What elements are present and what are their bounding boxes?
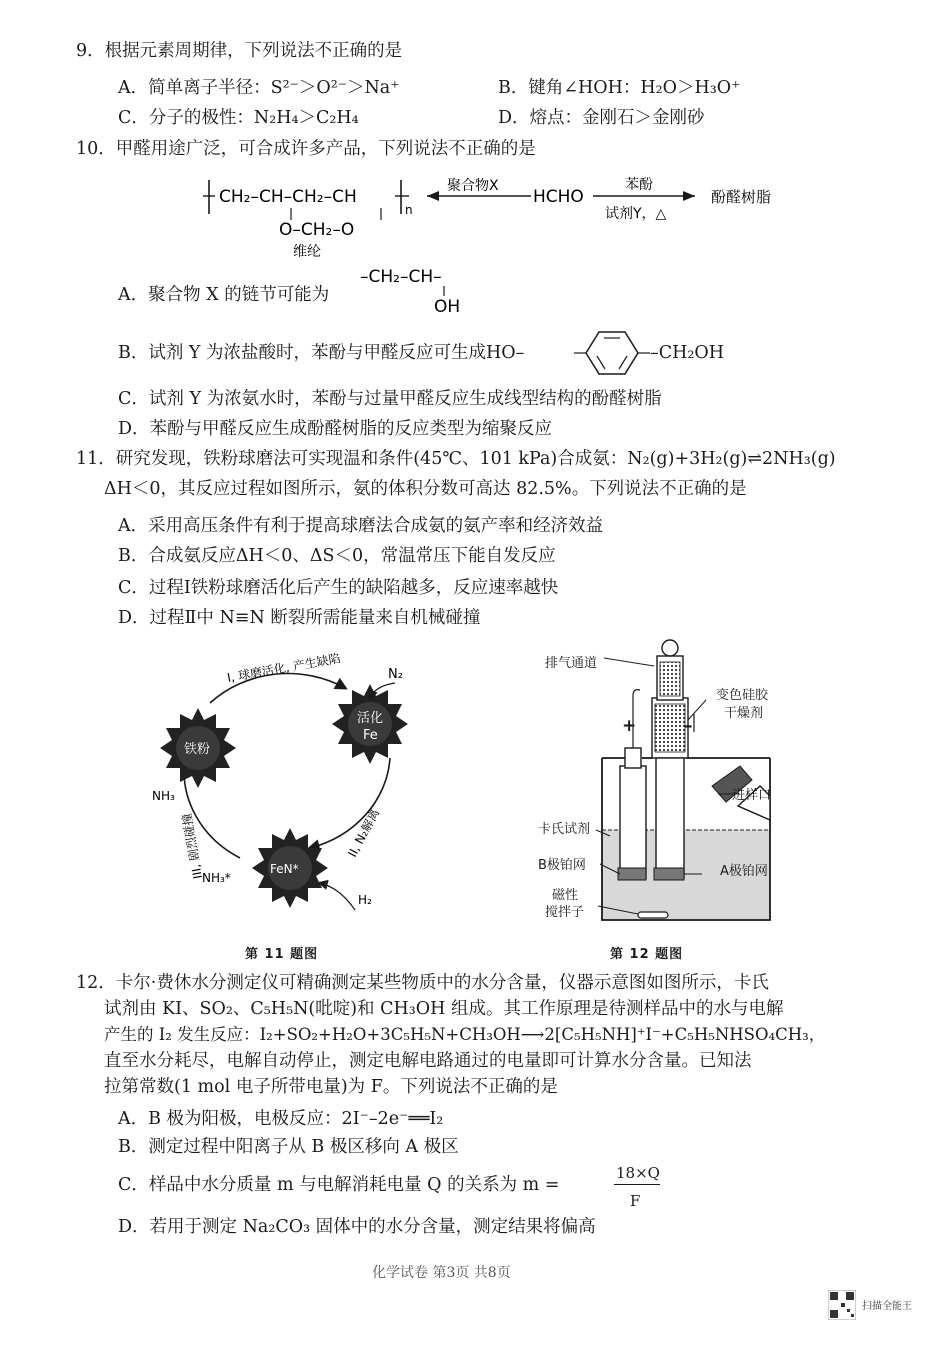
step2-arrow: [310, 758, 390, 848]
plus-terminal: +: [622, 716, 637, 736]
q12-option-a: A．B 极为阳极，电极反应：2I⁻–2e⁻══I₂: [118, 1109, 444, 1129]
desiccant-label-line2: 干燥剂: [724, 706, 764, 721]
qr-code-icon: [828, 1290, 856, 1320]
b-platinum-mesh: [618, 868, 646, 880]
fraction-bar: [614, 1184, 660, 1185]
q10-option-b-tail: –CH₂OH: [650, 343, 725, 363]
arrow-left-label: 聚合物X: [447, 178, 499, 194]
desiccant-label-line1: 变色硅胶: [716, 688, 769, 703]
product-name: 酚醛树脂: [711, 188, 772, 206]
polymer-name: 维纶: [293, 244, 321, 260]
minus-terminal: –: [684, 716, 693, 736]
step2-label: II, N₂解离: [345, 806, 383, 860]
q9-option-b: B．键角∠HOH：H₂O＞H₃O⁺: [498, 78, 741, 98]
q12-option-b: B．测定过程中阳离子从 B 极区移向 A 极区: [118, 1137, 459, 1157]
q12-option-c-denominator: F: [630, 1192, 641, 1210]
q10-stem: 10．甲醛用途广泛，可合成许多产品，下列说法不正确的是: [76, 139, 536, 159]
b-electrode-tube: [620, 766, 646, 878]
b-electrode-label: B极铂网: [538, 858, 586, 873]
q11-option-c: C．过程Ⅰ铁粉球磨活化后产生的缺陷越多，反应速率越快: [118, 578, 559, 598]
fen-node: [252, 828, 328, 908]
nh3-star-label: NH₃*: [202, 871, 231, 885]
q9-option-a: A．简单离子半径：S²⁻＞O²⁻＞Na⁺: [118, 78, 400, 98]
reagent-label: 卡氏试剂: [538, 822, 591, 837]
scanner-watermark: 扫描全能王: [862, 1301, 912, 1312]
benzene-ring-icon: [574, 328, 650, 378]
node1-label: 铁粉: [184, 742, 211, 757]
hydroxyl-group: OH: [434, 297, 461, 317]
exhaust-label: 排气通道: [545, 656, 598, 671]
arrow-right-top: 苯酚: [625, 177, 653, 193]
q12-figure-caption: 第 12 题图: [610, 947, 684, 962]
nh3-label: NH₃: [152, 789, 175, 803]
inlet-label: 进样口: [732, 788, 772, 803]
q12-option-c-numerator: 18×Q: [616, 1164, 660, 1182]
a-electrode-tube: [656, 758, 684, 878]
q10-option-a-structure: [360, 262, 500, 318]
q12-stem-line1: 12．卡尔·费休水分测定仪可精确测定某些物质中的水分含量，仪器示意图如图所示，卡氏: [76, 973, 769, 993]
arrow-right-bottom: 试剂Y，△: [605, 206, 667, 222]
q11-figure-caption: 第 11 题图: [245, 947, 319, 962]
q11-stem-line1: 11．研究发现，铁粉球磨法可实现温和条件(45℃、101 kPa)合成氨：N₂(g)+3H₂(g)⇌2NH₃(g): [76, 449, 836, 469]
q12-stem-line4: 直至水分耗尽，电解自动停止，测定电解电路通过的电量即可计算水分含量。已知法: [104, 1051, 752, 1071]
a-electrode-label: A极铂网: [720, 864, 768, 879]
node2-label: 活化: [357, 711, 384, 726]
n2-label: N₂: [388, 667, 403, 682]
q9-option-c: C．分子的极性：N₂H₄＞C₂H₄: [118, 108, 359, 128]
q11-option-a: A．采用高压条件有利于提高球磨法合成氨的氨产率和经济效益: [118, 516, 604, 536]
q10-option-c: C．试剂 Y 为浓氨水时，苯酚与过量甲醛反应生成线型结构的酚醛树脂: [118, 389, 662, 409]
q12-stem-line5: 拉第常数(1 mol 电子所带电量)为 F。下列说法不正确的是: [104, 1077, 558, 1097]
q9-option-d: D．熔点：金刚石＞金刚砂: [498, 108, 705, 128]
step3-label: III, 剧烈碰撞: [179, 812, 205, 880]
h2-label: H₂: [358, 893, 372, 907]
node2-sublabel: Fe: [363, 728, 378, 743]
q10-reaction-scheme: [195, 168, 815, 260]
step1-label: I, 球磨活化, 产生缺陷: [226, 651, 342, 685]
q10-option-a: A．聚合物 X 的链节可能为: [118, 285, 330, 305]
q12-figure: [530, 636, 860, 928]
q12-stem-line3: 产生的 I₂ 发生反应：I₂+SO₂+H₂O+3C₅H₅N+CH₃OH⟶2[C₅H₅NH]⁺I⁻+C₅H₅NHSO₄CH₃，: [104, 1025, 826, 1044]
repeat-unit: –CH₂–CH–: [360, 267, 442, 287]
magnetic-stirrer: [638, 912, 668, 918]
iron-powder-node: [160, 708, 236, 788]
page-footer: 化学试卷 第3页 共8页: [372, 1265, 511, 1281]
q12-stem-line2: 试剂由 KI、SO₂、C₅H₅N(吡啶)和 CH₃OH 组成。其工作原理是待测样品中的水与电解: [104, 999, 784, 1019]
polymer-subscript: n: [405, 203, 413, 217]
q12-option-d: D．若用于测定 Na₂CO₃ 固体中的水分含量，测定结果将偏高: [118, 1217, 596, 1237]
a-platinum-mesh: [654, 868, 684, 880]
q12-option-c: C．样品中水分质量 m 与电解消耗电量 Q 的关系为 m =: [118, 1175, 560, 1195]
polymer-acetal: O–CH₂–O: [279, 220, 355, 240]
q11-figure: [140, 648, 440, 928]
node3-label: FeN*: [270, 862, 299, 876]
activated-fe-node: [332, 684, 408, 764]
q9-stem: 9．根据元素周期律，下列说法不正确的是: [76, 41, 403, 61]
q11-option-d: D．过程Ⅱ中 N≡N 断裂所需能量来自机械碰撞: [118, 608, 481, 628]
stirrer-label-line1: 磁性: [552, 888, 579, 903]
exhaust-bulb: [662, 640, 678, 656]
stirrer-label-line2: 搅拌子: [545, 905, 585, 920]
polymer-backbone: CH₂–CH–CH₂–CH: [219, 187, 357, 207]
q11-stem-line2: ΔH＜0，其反应过程如图所示，氨的体积分数可高达 82.5%。下列说法不正确的是: [104, 479, 747, 499]
q10-option-d: D．苯酚与甲醛反应生成酚醛树脂的反应类型为缩聚反应: [118, 419, 553, 439]
q10-option-b: B．试剂 Y 为浓盐酸时，苯酚与甲醛反应可生成HO–: [118, 343, 525, 363]
q11-option-b: B．合成氨反应ΔH＜0、ΔS＜0，常温常压下能自发反应: [118, 546, 556, 566]
center-compound: HCHO: [533, 187, 584, 207]
